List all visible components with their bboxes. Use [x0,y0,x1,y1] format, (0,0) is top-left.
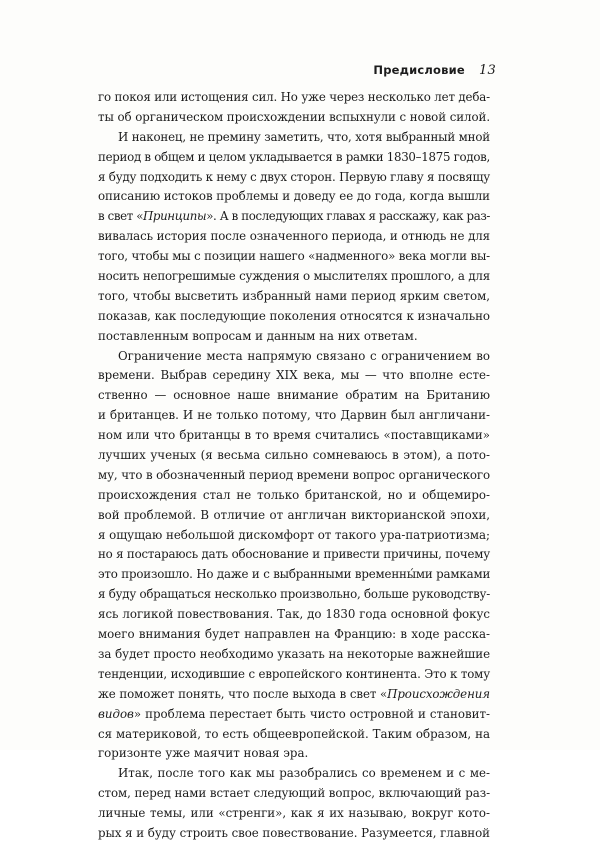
text-line: носить непогрешимые суждения о мыслителях прошлого, а для [98,269,490,284]
text-line: это произошло. Но даже и с выбранными временны́ми рамками [98,567,491,582]
text-line: го покоя или истощения сил. Но уже через несколько лет деба- [98,90,490,104]
text-line: в свет «Принципы». А в последующих главах я расскажу, как раз- [98,209,490,224]
text-line: Итак, после того как мы разобрались со временем и с ме- [118,766,490,781]
text-line: му, что в обозначенный период времени вопрос органического [98,467,491,482]
running-head [373,62,496,78]
page-number: 13 [479,63,496,78]
text-line: вой проблемой. В отличие от англичан викторианской эпохи, [98,507,490,522]
text-line: за будет просто необходимо указать на некоторые важнейшие [98,646,491,661]
chapter-title: Предисловие [373,63,465,77]
text-line: описанию истоков проблемы и доведу ее до года, когда вышли [98,189,490,204]
text-line: Ограничение места напрямую связано с ограничением во [118,348,490,363]
text-line: ном или что британцы в то время считались «поставщиками» [98,428,490,443]
text-line: же поможет понять, что после выхода в свет «Происхождения [98,686,491,701]
text-line: я ощущаю небольшой дискомфорт от такого ура-патриотизма; [98,527,490,542]
text-line: того, чтобы высветить избранный нами период ярким светом, [98,288,490,303]
text-line: ственно — основное наше внимание обратим на Британию [98,388,490,403]
body-text [98,88,490,844]
text-line: происхождения стал не только британской, но и общемиро- [98,487,490,502]
text-line: но я постараюсь дать обоснование и привести причины, почему [98,547,490,562]
text-line: ты об органическом происхождении вспыхнули с новой силой. [98,109,491,124]
text-line: вивалась история после означенного периода, и отнюдь не для [98,229,490,244]
text-line: рых я и буду строить свое повествование. Разумеется, главной [98,825,490,840]
text-line: период в общем и целом укладывается в рамки 1830–1875 годов, [98,149,490,164]
text-line: того, чтобы мы с позиции нашего «надменного» века могли вы- [98,249,491,264]
text-line: лучших ученых (я весьма сильно сомневаюсь в этом), а пото- [98,448,490,463]
text-line: времени. Выбрав середину XIX века, мы — что вполне есте- [98,368,490,383]
text-line: стом, перед нами встает следующий вопрос, включающий раз- [98,786,490,801]
text-line: тенденции, исходившие с европейского континента. Это к тому [98,666,490,681]
text-line: ясь логикой повествования. Так, до 1830 года основной фокус [98,607,490,622]
text-line: я буду подходить к нему с двух сторон. Первую главу я посвящу [98,169,491,184]
text-line: и британцев. И не только потому, что Дарвин был англичани- [98,408,490,423]
text-line: я буду обращаться несколько произвольно, больше руководству- [98,587,491,602]
text-line: моего внимания будет направлен на Францию: в ходе расска- [98,627,490,642]
text-line: ся материковой, то есть общеевропейской. Таким образом, на [98,726,490,741]
text-line: личные темы, или «стренги», как я их называю, вокруг кото- [98,806,490,821]
text-line: И наконец, не премину заметить, что, хотя выбранный мной [118,129,490,144]
text-line: видов» проблема перестает быть чисто островной и становит- [98,706,490,721]
text-line: поставленным вопросам и данным на них ответам. [98,328,418,343]
text-line: горизонте уже маячит новая эра. [98,746,309,761]
text-line: показав, как последующие поколения относятся к изначально [98,308,490,323]
